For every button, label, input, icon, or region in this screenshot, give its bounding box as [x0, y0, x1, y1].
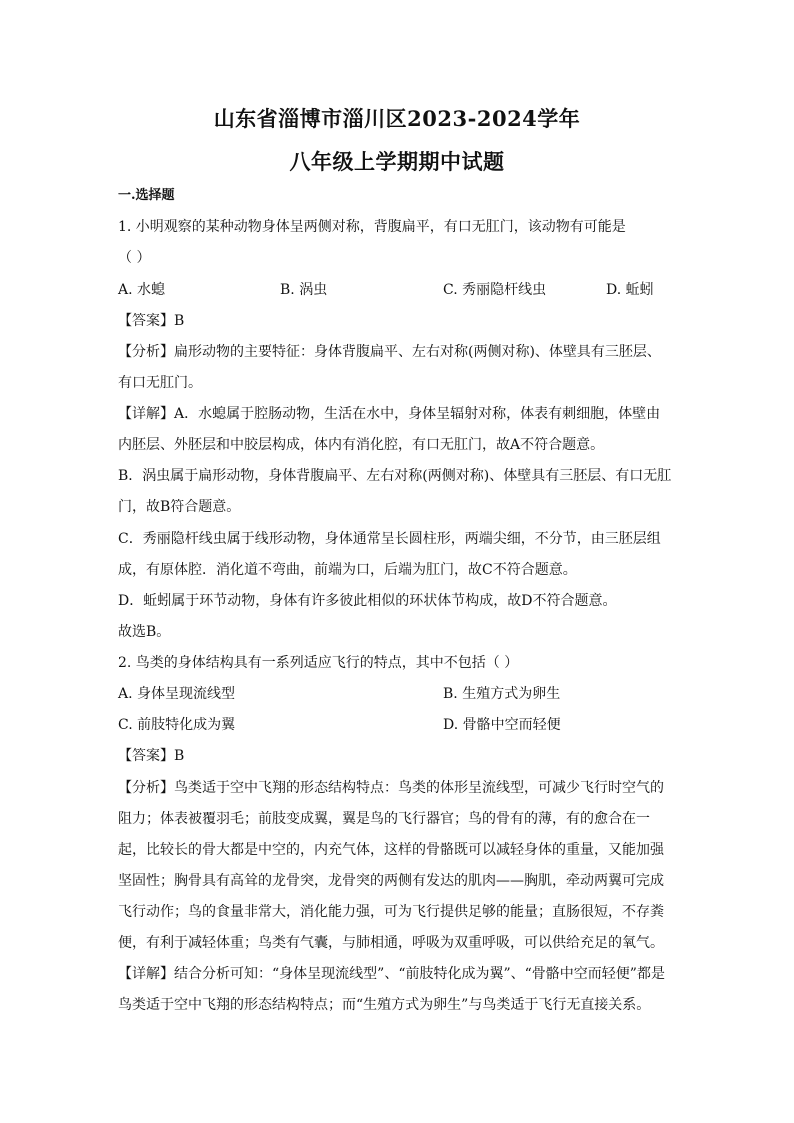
q1-stem-line-2: （ ） — [118, 250, 151, 266]
q2-analysis-line-4: 坚固性；胸骨具有高耸的龙骨突，龙骨突的两侧有发达的肌肉——胸肌，牵动两翼可完成 — [118, 873, 664, 889]
q2-analysis-line-3: 起，比较长的骨大都是中空的，内充气体，这样的骨骼既可以减轻身体的重量，又能加强 — [118, 842, 664, 858]
q2-option-a: A. 身体呈现流线型 — [118, 686, 236, 702]
q1-detail-line-1: 【详解】A．水螅属于腔肠动物，生活在水中，身体呈辐射对称，体表有刺细胞，体壁由 — [118, 406, 661, 422]
q1-detail-line-2: 内胚层、外胚层和中胶层构成，体内有消化腔，有口无肛门，故A不符合题意。 — [118, 437, 605, 453]
q1-option-c: C. 秀丽隐杆线虫 — [443, 282, 547, 298]
q2-stem: 2. 鸟类的身体结构具有一系列适应飞行的特点，其中不包括（ ） — [118, 655, 519, 671]
q1-option-d: D. 蚯蚓 — [606, 282, 654, 298]
q2-detail-line-1: 【详解】结合分析可知：“身体呈现流线型”、“前肢特化成为翼”、“骨骼中空而轻便”都是 — [118, 966, 665, 982]
q1-detail-line-6: 成，有原体腔．消化道不弯曲，前端为口，后端为肛门，故C不符合题意。 — [118, 562, 577, 578]
q2-option-b: B. 生殖方式为卵生 — [443, 686, 561, 702]
q2-analysis-line-1: 【分析】鸟类适于空中飞翔的形态结构特点：鸟类的体形呈流线型，可减少飞行时空气的 — [118, 780, 664, 796]
q1-option-b: B. 涡虫 — [280, 282, 328, 298]
q1-detail-line-4: 门，故B符合题意。 — [118, 499, 241, 515]
q2-detail-line-2: 鸟类适于空中飞翔的形态结构特点；而“生殖方式为卵生”与鸟类适于飞行无直接关系。 — [118, 997, 651, 1013]
title-line-1: 山东省淄博市淄川区2023-2024学年 — [213, 106, 581, 131]
q1-detail-line-7: D．蚯蚓属于环节动物，身体有许多彼此相似的环状体节构成，故D不符合题意。 — [118, 593, 617, 609]
title-line-2: 八年级上学期期中试题 — [289, 149, 505, 174]
q1-stem-line-1: 1. 小明观察的某种动物身体呈两侧对称，背腹扁平，有口无肛门，该动物有可能是 — [118, 219, 626, 235]
q1-analysis-line-1: 【分析】扁形动物的主要特征：身体背腹扁平、左右对称(两侧对称)、体壁具有三胚层、 — [118, 344, 661, 360]
q1-detail-line-8: 故选B。 — [118, 624, 171, 640]
q1-detail-line-3: B．涡虫属于扁形动物，身体背腹扁平、左右对称(两侧对称)、体壁具有三胚层、有口无肛 — [118, 468, 672, 484]
q2-option-c: C. 前肢特化成为翼 — [118, 717, 236, 733]
section-heading: 一.选择题 — [118, 188, 175, 203]
q2-analysis-line-6: 便，有利于减轻体重；鸟类有气囊，与肺相通，呼吸为双重呼吸，可以供给充足的氧气。 — [118, 935, 664, 951]
q2-answer: 【答案】B — [118, 748, 185, 764]
q2-analysis-line-5: 飞行动作；鸟的食量非常大，消化能力强，可为飞行提供足够的能量；直肠很短，不存粪 — [118, 904, 664, 920]
q1-option-a: A. 水螅 — [118, 282, 166, 298]
q2-analysis-line-2: 阻力；体表被覆羽毛；前肢变成翼，翼是鸟的飞行器官；鸟的骨有的薄，有的愈合在一 — [118, 811, 650, 827]
q2-option-d: D. 骨骼中空而轻便 — [443, 717, 561, 733]
q1-answer: 【答案】B — [118, 313, 185, 329]
q1-analysis-line-2: 有口无肛门。 — [118, 375, 202, 391]
q1-detail-line-5: C．秀丽隐杆线虫属于线形动物，身体通常呈长圆柱形，两端尖细，不分节，由三胚层组 — [118, 531, 661, 547]
